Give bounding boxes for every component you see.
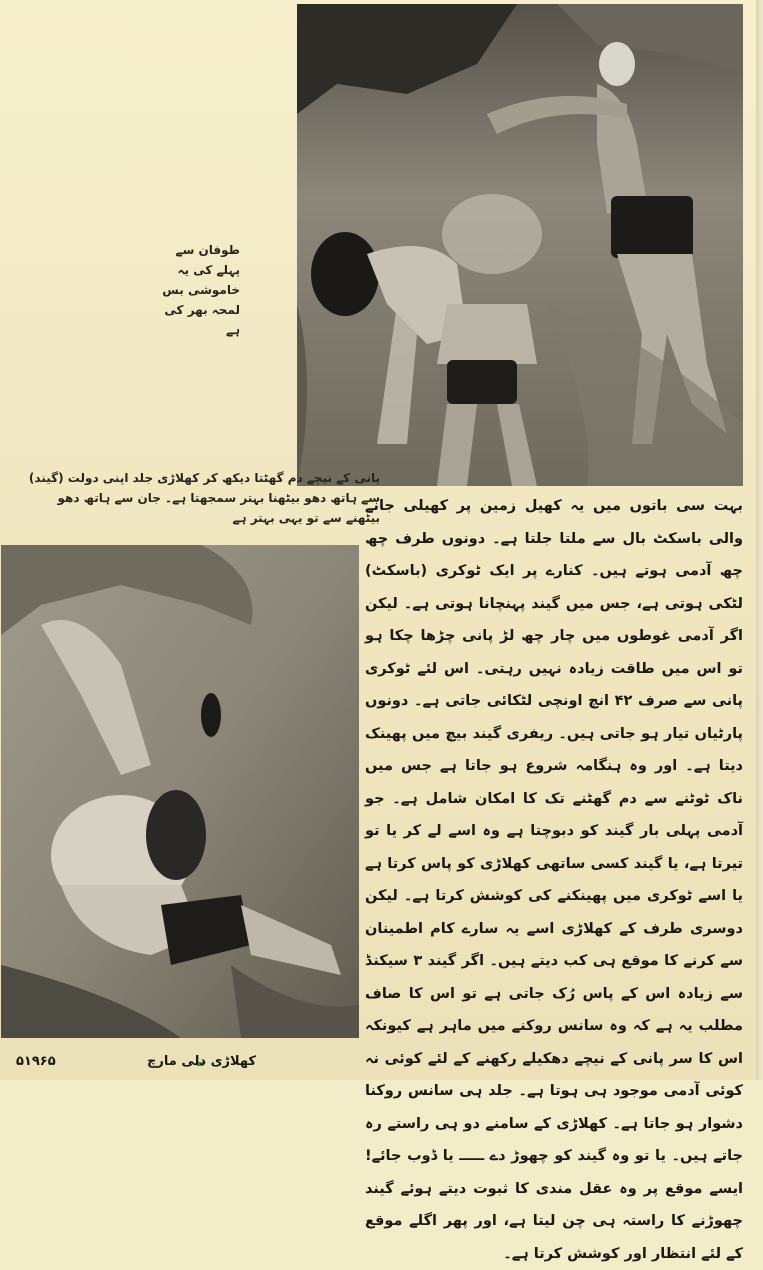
page-footer: [16, 1052, 256, 1076]
article-body: بہت سی باتوں میں یہ کھیل زمین پر کھیلی جانے والی باسکٹ بال سے ملتا جلتا ہے۔ دونوں طرف چھ چھ آدمی ہوتے ہیں۔ کنارے پر ایک ٹوکری (باسکٹ) لٹکی ہوتی ہے، جس میں گیند پہنچانا ہوتی ہے۔ لیکن اگر آدمی غوطوں میں چار چھ لڑ پانی چڑھا چکا ہو تو اس میں طاقت زیادہ نہیں رہتی۔ اس لئے ٹوکری پانی سے صرف ۴۲ انچ اونچی لٹکائی جاتی ہے۔ دونوں پارٹیاں تیار ہو جاتی ہیں۔ ریفری گیند بیچ میں پھینک دیتا ہے۔ اور وہ ہنگامہ شروع ہو جاتا ہے جس میں ناک ٹوٹنے سے دم گھٹنے تک کا امکان شامل ہے۔ جو آدمی پہلی بار گیند کو دبوچتا ہے وہ اسے لے کر یا تو تیرتا ہے، یا گیند کسی ساتھی کھلاڑی کو پاس کرتا ہے یا اسے ٹوکری میں پھینکنے کی کوشش کرتا ہے۔ لیکن دوسری طرف کے کھلاڑی اسے یہ سارے کام اطمینان سے کرنے کا موقع ہی کب دیتے ہیں۔ اگر گیند ۳ سیکنڈ سے زیادہ اس کے پاس رُک جاتی ہے تو اس کا صاف مطلب یہ ہے کہ وہ سانس روکنے میں ماہر ہے کیونکہ اس کا سر پانی کے نیچے دھکیلے رکھنے کے لئے کوئی نہ کوئی آدمی موجود ہی ہوتا ہے۔ جلد ہی سانس روکنا دشوار ہو جاتا ہے۔ کھلاڑی کے سامنے دو ہی راستے رہ جاتے ہیں۔ یا تو وہ گیند کو چھوڑ دے ـــــ یا ڈوب جائے! ایسے موقع پر وہ عقل مندی کا ثبوت دیتے ہوئے گیند چھوڑنے کا راستہ ہی چن لیتا ہے، اور پھر اگلے موقع کے لئے انتظار اور کوشش کرتا ہے۔: [365, 498, 744, 1262]
page-number: ۵۱۹۶۵: [16, 1054, 56, 1069]
underwater-players-photo-icon: [297, 4, 743, 486]
page-edge: [756, 0, 763, 1080]
top-photo-caption: طوفان سے پہلے کی یہ خاموشی بس لمحہ بھر کی ہے: [162, 243, 240, 337]
underwater-swimmer-photo-icon: [1, 545, 359, 1038]
bottom-photo-caption: پانی کے نیچے دم گھٹتا دیکھ کر کھلاڑی جلد اپنی دولت (گیند) سے ہاتھ دھو بیٹھنا بہتر سمجھتا ہے۔ جان سے ہاتھ دھو بیٹھنے سے تو یہی بہتر ہے: [28, 471, 380, 525]
magazine-name: کھلاڑی دلی مارچ: [147, 1054, 256, 1069]
